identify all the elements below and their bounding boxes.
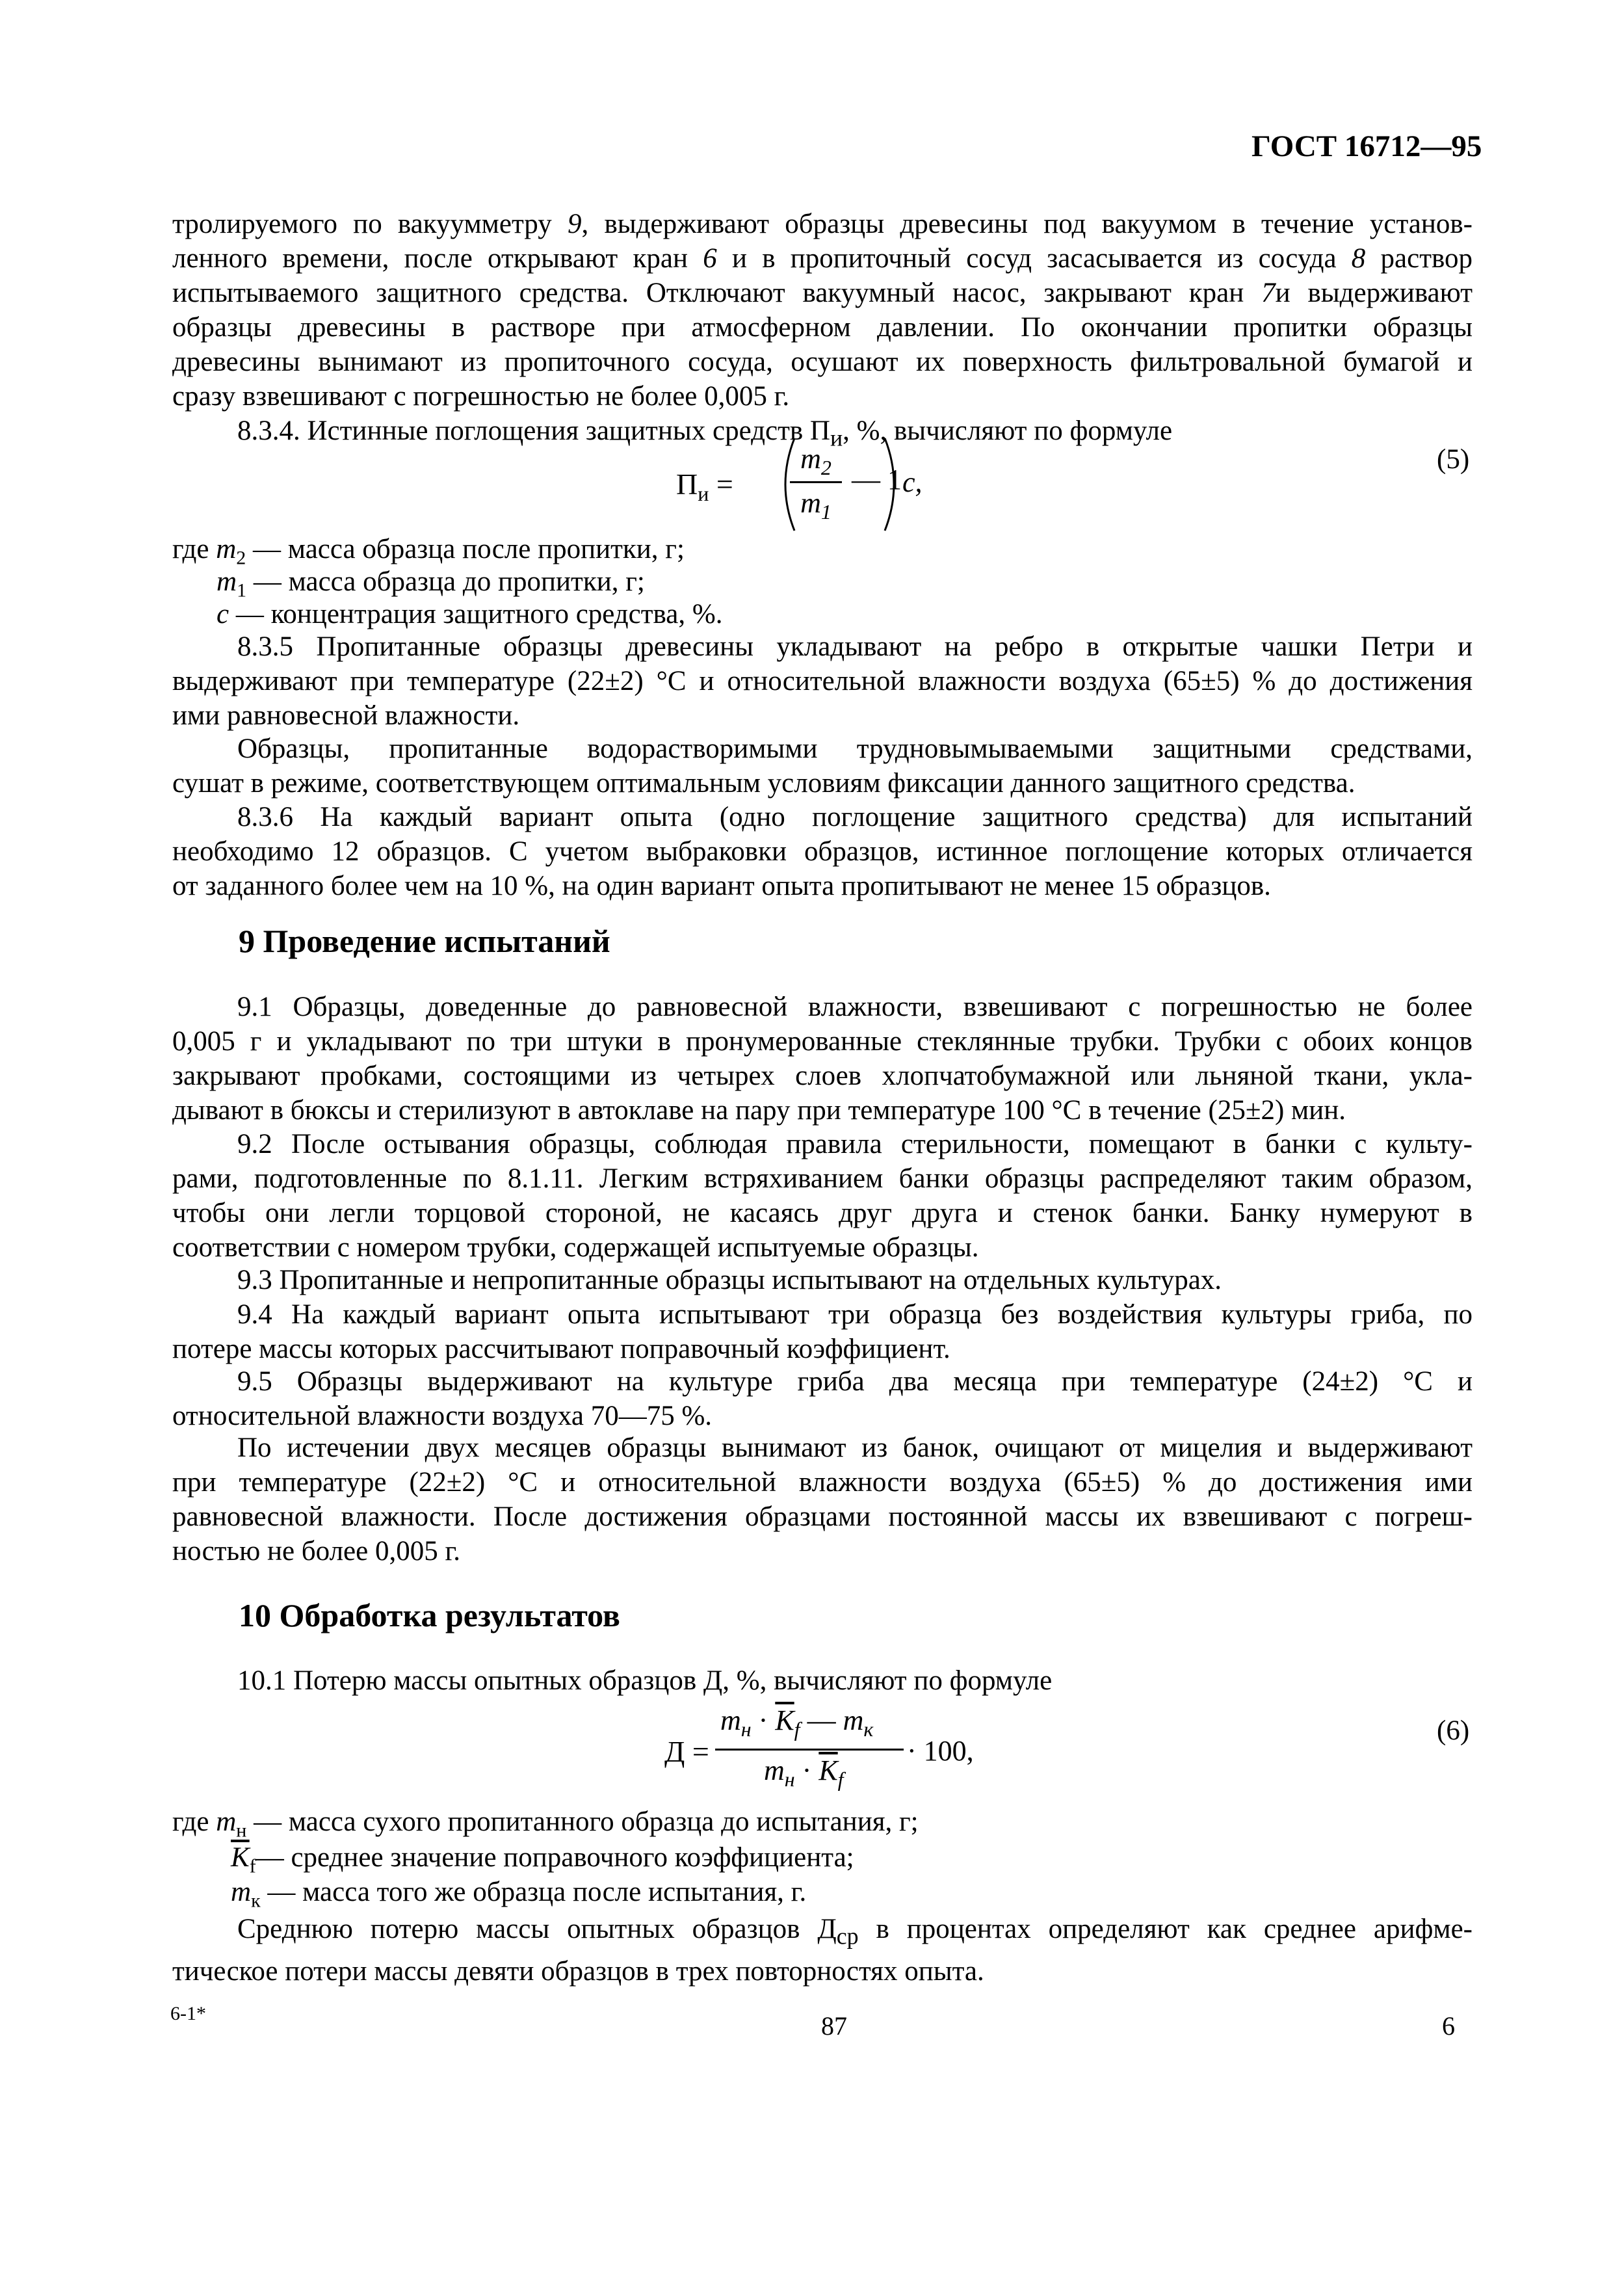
- text-line: древесины вынимают из пропиточного сосуда, осушают их поверхность фильтровальной бумагой и: [172, 347, 1473, 377]
- fraction-bar: [790, 481, 842, 483]
- definition-line: c — концентрация защитного средства, %.: [216, 599, 723, 629]
- paragraph-9-5: 9.5 Образцы выдерживают на культуре гриба два месяца при температуре (24±2) °С и относительной влажности воздуха 70—75 %.: [172, 1366, 1473, 1431]
- definition-line: $m_1$ — масса образца до пропитки, г;: [216, 566, 645, 601]
- document-header-code: ГОСТ 16712—95: [1251, 129, 1482, 163]
- text-line: ленного времени, после открывают кран 6 и в пропиточный сосуд засасывается из сосуда 8 раствор: [172, 243, 1473, 274]
- paragraph-8-3-5-cont: Образцы, пропитанные водорастворимыми трудновымываемыми защитными средствами, сушат в режиме, соответствующем оптимальным условиям фиксации данного защитного средства.: [172, 734, 1473, 799]
- formula-number: (6): [1437, 1715, 1470, 1746]
- page-number-center: 87: [821, 2011, 847, 2041]
- paragraph-continuation: [172, 207, 1473, 414]
- fraction-bar: [715, 1749, 904, 1751]
- paragraph-9-4: 9.4 На каждый вариант опыта испытывают три образца без воздействия культуры гриба, по потере массы которых рассчитывают поправочный коэффициент.: [172, 1299, 1473, 1364]
- paragraph-9-3: 9.3 Пропитанные и непропитанные образцы испытывают на отдельных культурах.: [237, 1265, 1222, 1295]
- text-line: образцы древесины в растворе при атмосферном давлении. По окончании пропитки образцы: [172, 312, 1473, 343]
- definition-line: $\overline{K}_f—$ среднее значение поправочного коэффициента;: [231, 1842, 854, 1877]
- paragraph-8-3-5: 8.3.5 Пропитанные образцы древесины укладывают на ребро в открытые чашки Петри и выдерживают при температуре (22±2) °С и относительной влажности воздуха (65±5) % до достижения ими равновесной влажности.: [172, 631, 1473, 731]
- definition-line: $m_к$ — масса того же образца после испытания, г.: [231, 1877, 807, 1912]
- section-heading-10: 10 Обработка результатов: [239, 1597, 620, 1633]
- paragraph-8-3-4: 8.3.4. Истинные поглощения защитных средств $П_и$, %, вычисляют по формуле: [237, 416, 1173, 451]
- text-line: сразу взвешивают с погрешностью не более 0,005 г.: [172, 381, 790, 412]
- formula-6: Д = $m_н \cdot \overline{K}_f$ — $m_к$ $m_н \cdot \overline{K}_f$ · 100, (6): [664, 1704, 1470, 1791]
- definition-line: где $m_2$ — масса образца после пропитки, г;: [172, 534, 685, 569]
- formula-numerator: $m_н \cdot \overline{K}_f$ — $m_к$: [720, 1704, 874, 1741]
- section-heading-9: 9 Проведение испытаний: [239, 923, 610, 959]
- paragraph-9-2: 9.2 После остывания образцы, соблюдая правила стерильности, помещают в банки с культу- рами, подготовленные по 8.1.11. Легким встряхиванием банки образцы распределяют таким образом, чтобы они легли торцовой стороной, не касаясь друг друга и стенок банки. Банку нумеруют в соответствии с номером трубки, содержащей испытуемые образцы.: [172, 1129, 1473, 1263]
- formula-5: $П_и$ = $m_2$ $m_1$ — 1 c, (5): [0, 429, 1624, 540]
- paragraph-10-1-cont: Среднюю потерю массы опытных образцов $Д_{ср}$ в процентах определяют как среднее арифме- тическое потери массы девяти образцов в трех повторностях опыта.: [172, 1914, 1473, 1987]
- text-line: тролируемого по вакуумметру 9, выдерживают образцы древесины под вакуумом в течение установ-: [172, 209, 1473, 239]
- paragraph-8-3-6: 8.3.6 На каждый вариант опыта (одно поглощение защитного средства) для испытаний необходимо 12 образцов. С учетом выбраковки образцов, истинное поглощение которых отличается от заданного более чем на 10 %, на один вариант опыта пропитывают не менее 15 образцов.: [172, 802, 1473, 901]
- paragraph-9-1: 9.1 Образцы, доведенные до равновесной влажности, взвешивают с погрешностью не более 0,005 г и укладывают по три штуки в пронумерованные стеклянные трубки. Трубки с обоих концов закрывают пробками, состоящими из четырех слоев хлопчатобумажной или льняной ткани, укла- дывают в бюксы и стерилизуют в автоклаве на пару при температуре 100 °С в течение (25±2) мин.: [172, 992, 1473, 1126]
- text-line: испытываемого защитного средства. Отключают вакуумный насос, закрывают кран 7и выдерживают: [172, 278, 1473, 308]
- definition-line: где $m_н$ — масса сухого пропитанного образца до испытания, г;: [172, 1806, 919, 1842]
- fraction-numerator: $m_2$: [800, 443, 832, 479]
- paragraph-9-5-cont: По истечении двух месяцев образцы вынимают из банок, очищают от мицелия и выдерживают при температуре (22±2) °С и относительной влажности воздуха (65±5) % до достижения ими равновесной влажности. После достижения образцами постоянной массы их взвешивают с погреш- ностью не более 0,005 г.: [172, 1433, 1473, 1567]
- footer-left-mark: 6-1*: [170, 2003, 206, 2024]
- paragraph-10-1: 10.1 Потерю массы опытных образцов Д, %, вычисляют по формуле: [237, 1665, 1053, 1696]
- formula-denominator: $m_н \cdot \overline{K}_f$: [764, 1754, 844, 1791]
- fraction-denominator: $m_1$: [800, 487, 832, 523]
- page-number-right: 6: [1442, 2011, 1455, 2041]
- formula-number: (5): [1437, 444, 1470, 475]
